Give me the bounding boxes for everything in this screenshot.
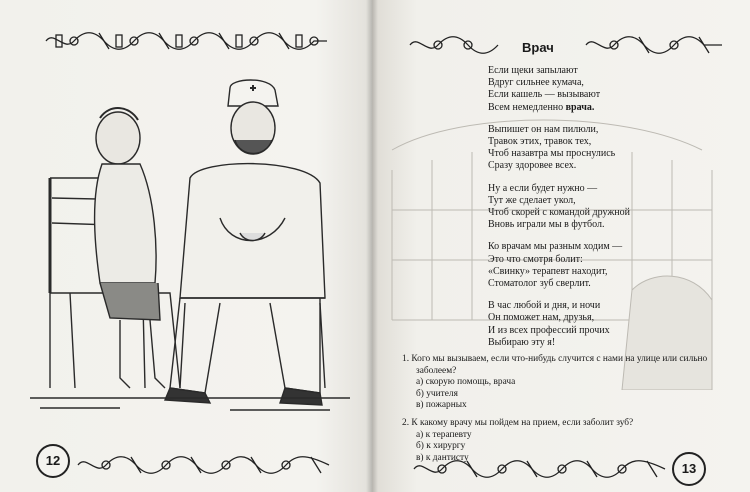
- question-text: 1. Кого мы вызываем, если что-нибудь случится с нами на улице или сильно заболеем?: [402, 354, 708, 376]
- poem-line: Выбираю эту я!: [488, 336, 556, 348]
- left-page: [0, 0, 372, 492]
- stanza: [488, 300, 728, 349]
- stanza: [488, 65, 728, 114]
- poem-line: Выпишет он нам пилюли,: [488, 123, 599, 135]
- book-gutter: [366, 0, 378, 492]
- poem-line: Это что смотря болит:: [488, 253, 583, 265]
- poem-line: Стоматолог зуб сверлит.: [488, 278, 591, 290]
- answer-option: а) к терапевту: [416, 429, 472, 440]
- answer-option: в) пожарных: [416, 400, 467, 411]
- poem-line: И из всех профессий прочих: [488, 324, 610, 336]
- answer-option: б) к хирургу: [416, 441, 466, 452]
- right-page: [372, 0, 750, 492]
- poem-line: Вновь играли мы в футбол.: [488, 219, 605, 231]
- poem-line: Всем немедленно врача.: [488, 101, 595, 113]
- poem-line: Он поможет нам, друзья,: [488, 312, 595, 324]
- top-ornament-right-b: [584, 32, 724, 58]
- bottom-ornament-left: [76, 452, 331, 478]
- bottom-ornament-right: [412, 456, 667, 482]
- page-number-right: 13: [672, 452, 706, 486]
- question-text: 2. К какому врачу мы пойдем на прием, если заболит зуб?: [402, 417, 634, 428]
- poem-line: Ну а если будет нужно —: [488, 182, 598, 194]
- top-ornament-left: [44, 28, 329, 54]
- poem-title: Врач: [522, 40, 554, 55]
- doctor-boy-illustration: [30, 58, 350, 418]
- poem: [488, 65, 728, 359]
- answer-option: б) учителя: [416, 388, 458, 399]
- poem-line: В час любой и дня, и ночи: [488, 300, 601, 312]
- stanza: [488, 124, 728, 173]
- poem-line: Травок этих, травок тех,: [488, 136, 592, 148]
- poem-line: Тут же сделает укол,: [488, 194, 576, 206]
- question: [402, 354, 737, 412]
- poem-line: Чтоб назавтра мы проснулись: [488, 148, 616, 160]
- poem-line: Если щеки запылают: [488, 65, 578, 76]
- stanza: [488, 183, 728, 232]
- page-number-left: 12: [36, 444, 70, 478]
- emphasis-word: врача.: [565, 101, 595, 113]
- poem-line: «Свинку» терапевт находит,: [488, 265, 608, 277]
- stanza: [488, 241, 728, 290]
- answer-option: а) скорую помощь, врача: [416, 377, 516, 388]
- poem-line: Если кашель — вызывают: [488, 89, 601, 101]
- top-ornament-right-a: [408, 32, 500, 58]
- poem-line: Вдруг сильнее кумача,: [488, 77, 584, 89]
- poem-line: Сразу здоровее всех.: [488, 160, 577, 172]
- poem-line: Чтоб скорей с командой дружной: [488, 207, 630, 219]
- answer-option: в) к дантисту: [416, 452, 469, 463]
- poem-line: Ко врачам мы разным ходим —: [488, 241, 623, 253]
